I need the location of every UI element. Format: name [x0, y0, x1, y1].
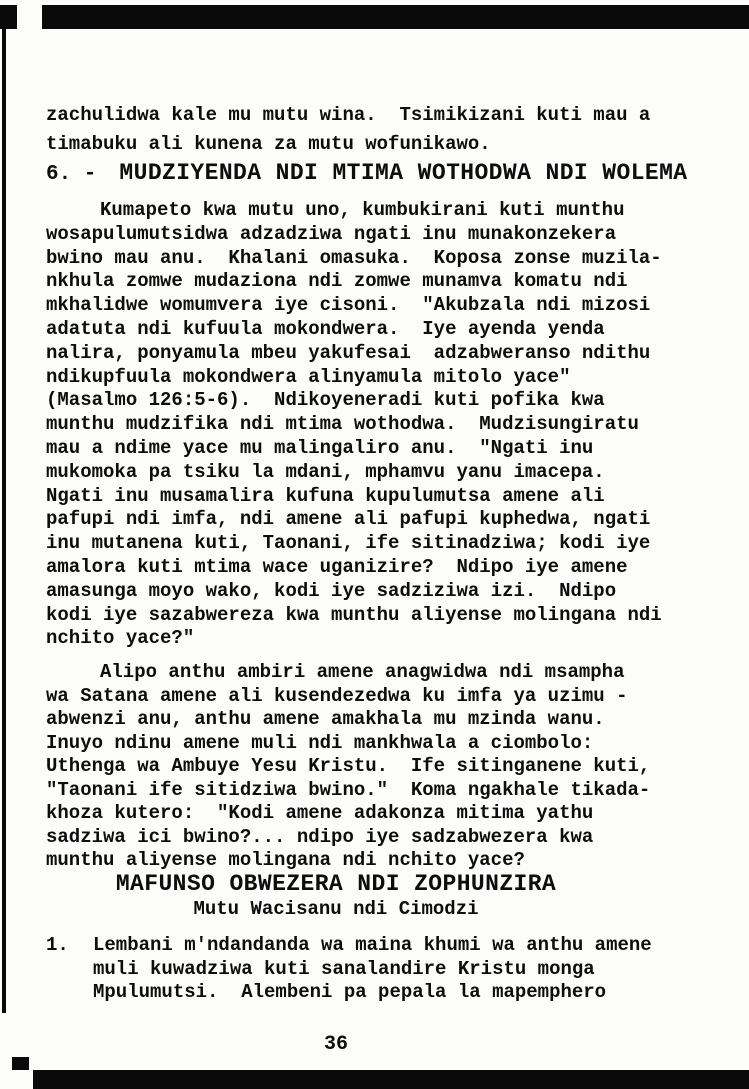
scan-artifact-left-edge	[2, 27, 6, 1013]
body-text-line: Inuyo ndinu amene muli ndi mankhwala a ciombolo:	[46, 731, 594, 754]
body-text-line: abwenzi anu, anthu amene amakhala mu mzinda wanu.	[46, 708, 605, 730]
body-text-line: kodi iye sazabwereza kwa munthu aliyense molingana ndi	[46, 603, 662, 626]
body-text-line: muli kuwadziwa kuti sanalandire Kristu monga	[93, 957, 595, 980]
body-text-line: pafupi ndi imfa, ndi amene ali pafupi kuphedwa, ngati	[46, 508, 651, 531]
body-text-line: munthu mudzifika ndi mtima wothodwa. Mudzisungiratu	[46, 413, 639, 436]
paragraph-2	[46, 661, 650, 873]
list-item-text	[93, 934, 652, 1005]
section-number: 6. -	[46, 163, 97, 186]
scan-artifact-top-bar	[0, 5, 749, 29]
body-text-line: ndikupfuula mokondwera alinyamula mitolo yace"	[46, 365, 571, 388]
body-text-line: khoza kutero: "Kodi amene adakonza mitima yathu	[46, 802, 594, 824]
body-text-line: mukomoka pa tsiku la mdani, mphamvu yanu imacepa.	[46, 460, 605, 483]
section-heading	[46, 160, 688, 186]
scan-artifact-bottom-bar	[33, 1070, 749, 1089]
section-title: MUDZIYENDA NDI MTIMA WOTHODWA NDI WOLEMA	[119, 160, 688, 186]
intro-paragraph	[46, 101, 650, 158]
paragraph-1	[46, 199, 662, 651]
body-text-line: adatuta ndi kufuula mokondwera. Iye ayenda yenda	[46, 317, 605, 340]
body-text-line: Uthenga wa Ambuye Yesu Kristu. Ife sitinganene kuti,	[46, 755, 651, 777]
questions-heading: MAFUNSO OBWEZERA NDI ZOPHUNZIRA	[115, 871, 557, 897]
body-text-line: wa Satana amene ali kusendezedwa ku imfa ya uzimu -	[46, 684, 628, 707]
body-text-line: amasunga moyo wako, kodi iye sadziziwa izi. Ndipo	[46, 579, 617, 602]
body-text-line: Kumapeto kwa mutu uno, kumbukirani kuti munthu	[100, 199, 625, 221]
body-text-line: wosapulumutsidwa adzadziwa ngati inu munakonzekera	[46, 222, 617, 245]
body-text-line: (Masalmo 126:5-6). Ndikoyeneradi kuti pofika kwa	[46, 389, 605, 412]
body-text-line: Mpulumutsi. Alembeni pa pepala la mapemphero	[93, 981, 607, 1003]
body-text-line: mau a ndime yace mu malingaliro anu. "Ngati inu	[46, 436, 594, 459]
body-text-line: inu mutanena kuti, Taonani, ife sitinadziwa; kodi iye	[46, 532, 651, 555]
scan-artifact-top-notch	[17, 5, 42, 29]
body-text-line: nalira, ponyamula mbeu yakufesai adzabweranso ndithu	[46, 341, 651, 364]
body-text-line: Lembani m'ndandanda wa maina khumi wa anthu amene	[93, 934, 652, 956]
body-text-line: mkhalidwe womumvera iye cisoni. "Akubzala ndi mizosi	[46, 294, 651, 317]
scan-artifact-bottom-mark	[12, 1057, 29, 1070]
page-number: 36	[323, 1033, 348, 1056]
body-text-line: nchito yace?"	[46, 627, 195, 650]
list-item-number: 1.	[46, 934, 69, 956]
body-text-line: munthu aliyense molingana ndi nchito yace?	[46, 849, 525, 871]
body-text-line: bwino mau anu. Khalani omasuka. Koposa zonse muzila-	[46, 246, 662, 269]
body-text-line: amalora kuti mtima wace uganizire? Ndipo iye amene	[46, 555, 628, 578]
body-text-line: timabuku ali kunena za mutu wofunikawo.	[46, 132, 491, 155]
body-text-line: "Taonani ife sitidziwa bwino." Koma ngakhale tikada-	[46, 778, 651, 801]
body-text-line: Alipo anthu ambiri amene anagwidwa ndi msampha	[100, 661, 625, 683]
body-text-line: sadziwa ici bwino?... ndipo iye sadzabwezera kwa	[46, 825, 594, 848]
body-text-line: Ngati inu musamalira kufuna kupulumutsa amene ali	[46, 484, 605, 507]
body-text-line: zachulidwa kale mu mutu wina. Tsimikizani kuti mau a	[46, 104, 651, 126]
body-text-line: nkhula zomwe mudaziona ndi zomwe munamva komatu ndi	[46, 270, 628, 293]
questions-subheading: Mutu Wacisanu ndi Cimodzi	[193, 898, 479, 920]
question-item-1	[46, 934, 652, 1005]
